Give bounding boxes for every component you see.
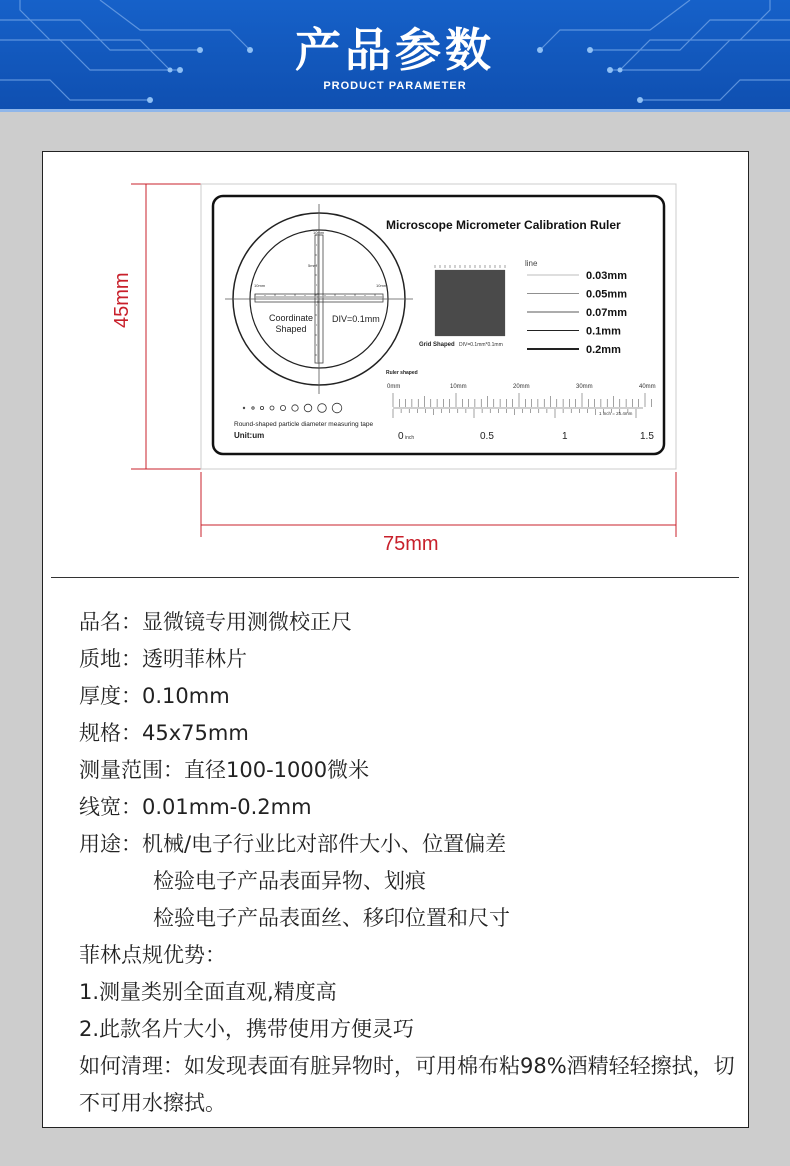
grid-div-label: DIV=0.1mm*0.1mm <box>459 342 503 348</box>
grid-label: Grid Shaped <box>419 342 455 348</box>
circle-tick-left: 10mm <box>254 283 266 288</box>
ruler-shaped-label: Ruler shaped <box>386 370 418 376</box>
line-header: line <box>525 259 538 268</box>
coordinate-label-1: Coordinate <box>268 313 314 323</box>
spec-use-1: 用途：机械/电子行业比对部件大小、位置偏差 <box>79 832 507 856</box>
mm-tick-label: 0mm <box>387 384 401 390</box>
mm-tick-label: 20mm <box>513 384 530 390</box>
inch-note: 1 inch = 25.4mm <box>599 411 633 416</box>
mm-tick-label: 10mm <box>450 384 467 390</box>
advantages-title: 菲林点规优势： <box>79 943 226 967</box>
inch-unit-label: inch <box>405 435 415 441</box>
content-panel <box>42 151 749 1128</box>
spec-range: 测量范围：直径100-1000微米 <box>79 758 370 782</box>
header-banner <box>0 0 790 112</box>
line-sample-label: 0.07mm <box>586 307 627 319</box>
product-figure <box>43 152 748 577</box>
advantage-1: 1.测量类别全面直观,精度高 <box>79 980 337 1004</box>
advantage-2: 2.此款名片大小，携带使用方便灵巧 <box>79 1017 415 1041</box>
page-subtitle: PRODUCT PARAMETER <box>323 80 467 92</box>
mm-tick-label: 30mm <box>576 384 593 390</box>
width-dimension-label: 75mm <box>383 533 439 555</box>
line-sample-label: 0.03mm <box>586 270 627 282</box>
height-dimension-label: 45mm <box>111 272 133 328</box>
inch-tick-label: 0.5 <box>480 431 494 442</box>
spec-size: 规格：45x75mm <box>79 721 249 745</box>
ruler-diagram <box>43 152 748 577</box>
inch-tick-label: 0 <box>398 431 404 442</box>
line-sample-label: 0.1mm <box>586 325 621 338</box>
coordinate-label-2: Shaped <box>275 324 307 334</box>
section-divider <box>51 577 739 578</box>
line-sample-label: 0.2mm <box>586 344 621 356</box>
spec-material: 质地：透明菲林片 <box>79 647 247 671</box>
spec-use-2: 检验电子产品表面异物、划痕 <box>153 869 426 893</box>
line-sample-label: 0.05mm <box>586 288 627 301</box>
page-title: 产品参数 <box>295 23 495 77</box>
spec-linewidth: 线宽：0.01mm-0.2mm <box>79 795 312 819</box>
ruler-title: Microscope Micrometer Calibration Ruler <box>386 218 621 232</box>
banner-underline <box>0 109 790 112</box>
cleaning-instructions: 如何清理：如发现表面有脏异物时，可用棉布粘98%酒精轻轻擦拭，切不可用水擦拭。 <box>79 1054 735 1115</box>
circle-tick-top: 10mm <box>313 230 325 235</box>
circle-tick-right: 10mm <box>376 283 388 288</box>
circle-tick-mid: 5mm <box>308 263 317 268</box>
spec-name: 品名：显微镜专用测微校正尺 <box>79 610 352 634</box>
spec-use-3: 检验电子产品表面丝、移印位置和尺寸 <box>153 906 510 930</box>
particle-label: Round-shaped particle diameter measuring tape <box>234 421 374 428</box>
inch-tick-label: 1.5 <box>640 431 654 442</box>
inch-tick-label: 1 <box>562 431 568 442</box>
spec-thickness: 厚度：0.10mm <box>79 684 230 708</box>
mm-tick-label: 40mm <box>639 384 656 390</box>
div-label: DIV=0.1mm <box>332 314 380 324</box>
spec-list <box>79 604 739 1122</box>
unit-label: Unit:um <box>234 431 265 440</box>
